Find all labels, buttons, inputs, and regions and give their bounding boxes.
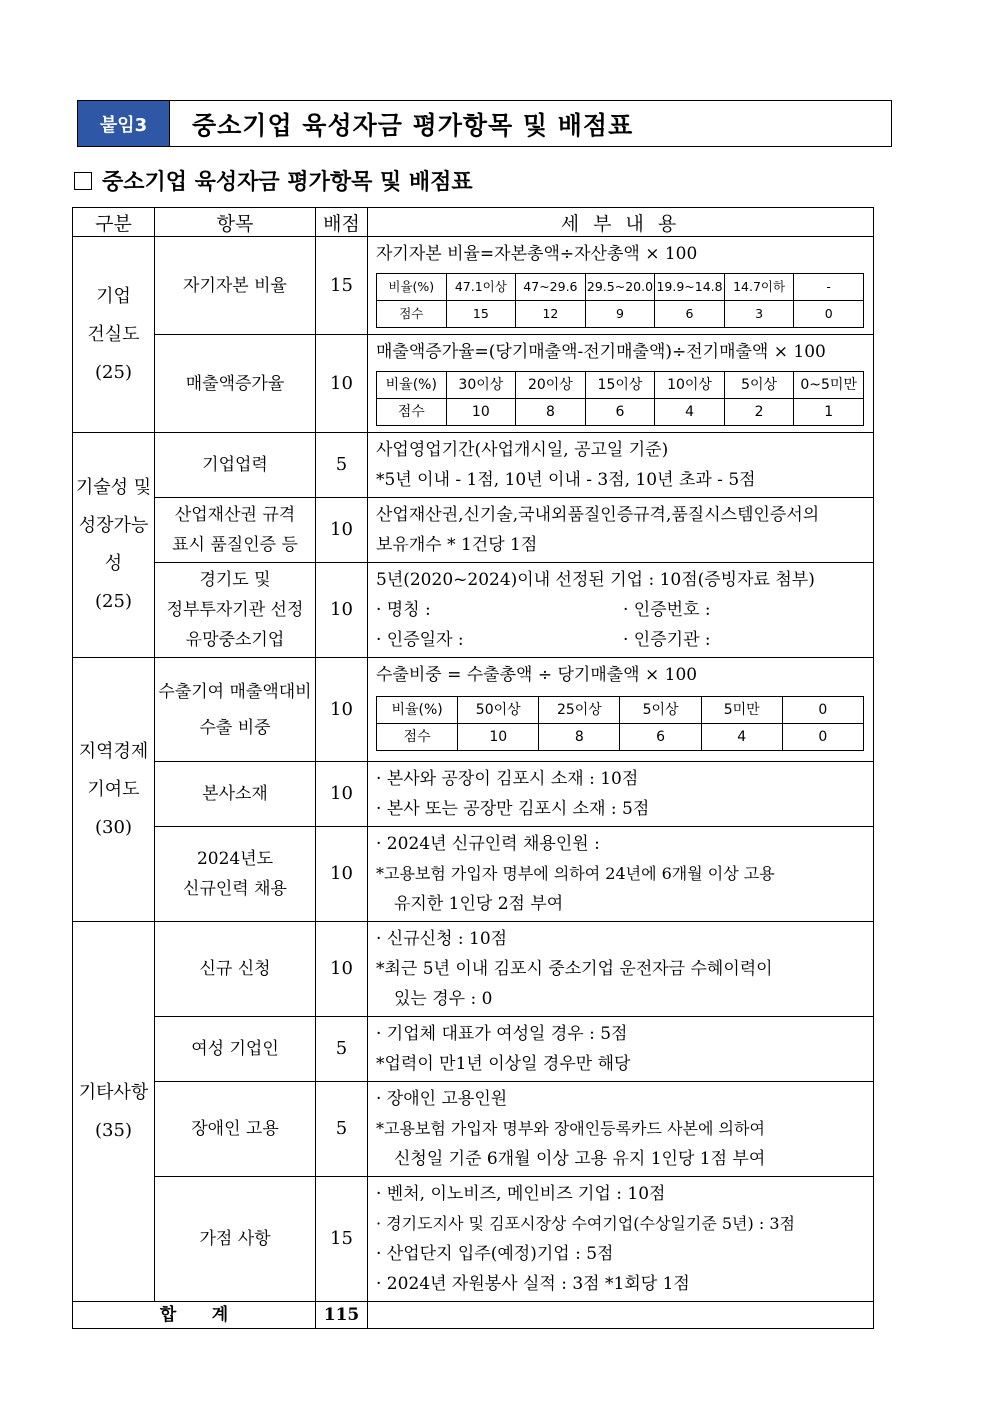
detail-line: · 본사와 공장이 김포시 소재 : 10점 [376, 769, 639, 789]
grid-cell: 30이상 [446, 372, 516, 399]
ratio-score-grid [376, 696, 864, 751]
grid-cell: 6 [655, 301, 725, 328]
table-row [73, 827, 874, 922]
detail-cell [368, 922, 874, 1017]
detail-cell [368, 563, 874, 658]
score-cell: 15 [316, 1177, 368, 1302]
score-cell: 5 [316, 433, 368, 498]
header-details: 세 부 내 용 [368, 208, 874, 237]
formula-text: 수출비중 = 수출총액 ÷ 당기매출액 × 100 [376, 665, 698, 685]
score-cell: 10 [316, 335, 368, 433]
grid-cell: 19.9~14.8 [655, 274, 725, 301]
item-label: 유망중소기업 [185, 630, 285, 650]
item-cell: 기업업력 [155, 433, 316, 498]
grid-cell: 5이상 [724, 372, 794, 399]
category-points: (35) [95, 1119, 132, 1141]
item-cell: 매출액증가율 [155, 335, 316, 433]
detail-cell [368, 658, 874, 762]
category-cell [73, 922, 155, 1302]
item-label: 산업재산권 규격 [174, 505, 296, 525]
grid-cell: 15 [446, 301, 516, 328]
grid-cell: 29.5~20.0 [585, 274, 655, 301]
table-row [73, 563, 874, 658]
grid-cell: 50이상 [458, 697, 539, 724]
total-detail-empty [368, 1302, 874, 1329]
detail-line: 있는 경우 : 0 [394, 989, 493, 1009]
field-label: · 인증일자 : [376, 630, 464, 650]
score-cell: 10 [316, 563, 368, 658]
item-cell [155, 563, 316, 658]
item-cell [155, 827, 316, 922]
grid-cell: 47~29.6 [516, 274, 586, 301]
checkbox-square-icon [74, 172, 92, 190]
item-cell [155, 498, 316, 563]
ratio-score-grid [376, 273, 864, 328]
item-cell [155, 658, 316, 762]
detail-line: · 본사 또는 공장만 김포시 소재 : 5점 [376, 799, 650, 819]
detail-cell [368, 237, 874, 335]
section-heading-text: 중소기업 육성자금 평가항목 및 배점표 [102, 170, 473, 195]
header-score: 배점 [316, 208, 368, 237]
grid-cell: 0 [782, 697, 863, 724]
detail-line: *업력이 만1년 이상일 경우만 해당 [376, 1054, 631, 1074]
detail-line: · 신규신청 : 10점 [376, 929, 508, 949]
grid-cell: 1 [794, 399, 864, 426]
form-field-row [376, 595, 869, 625]
grid-cell: 8 [539, 724, 620, 751]
grid-cell: 비율(%) [377, 697, 458, 724]
detail-cell [368, 762, 874, 827]
category-cell [73, 433, 155, 658]
score-cell: 10 [316, 762, 368, 827]
detail-cell [368, 498, 874, 563]
grid-cell: 20이상 [516, 372, 586, 399]
item-label: 경기도 및 [199, 570, 271, 590]
category-label: 성장가능성 [78, 515, 149, 574]
score-cell: 5 [316, 1082, 368, 1177]
item-cell: 여성 기업인 [155, 1017, 316, 1082]
total-label: 합 계 [73, 1302, 316, 1329]
detail-line: · 경기도지사 및 김포시장상 수여기업(수상일기준 5년) : 3점 [376, 1214, 795, 1233]
detail-line: *고용보험 가입자 명부에 의하여 24년에 6개월 이상 고용 [376, 864, 775, 883]
grid-cell: 8 [516, 399, 586, 426]
score-cell: 10 [316, 658, 368, 762]
category-points: (25) [95, 591, 132, 612]
table-row [73, 433, 874, 498]
grid-cell: 10 [458, 724, 539, 751]
item-label: 신규인력 채용 [183, 879, 287, 899]
detail-cell [368, 1177, 874, 1302]
table-row [73, 335, 874, 433]
table-row [73, 922, 874, 1017]
detail-line: 신청일 기준 6개월 이상 고용 유지 1인당 1점 부여 [394, 1149, 766, 1169]
detail-line: *최근 5년 이내 김포시 중소기업 운전자금 수혜이력이 [376, 959, 773, 979]
table-row [73, 762, 874, 827]
item-label: 수출기여 매출액대비 [158, 681, 312, 702]
grid-cell: 6 [585, 399, 655, 426]
table-row [73, 658, 874, 762]
detail-line: 사업영업기간(사업개시일, 공고일 기준) [376, 440, 669, 460]
grid-cell: 점수 [377, 301, 447, 328]
category-points: (30) [95, 816, 132, 838]
detail-cell [368, 827, 874, 922]
item-cell: 신규 신청 [155, 922, 316, 1017]
grid-cell: 0 [782, 724, 863, 751]
category-cell [73, 658, 155, 922]
score-cell: 10 [316, 922, 368, 1017]
category-label: 기술성 및 [75, 477, 152, 498]
grid-cell: 2 [724, 399, 794, 426]
grid-cell: 6 [620, 724, 701, 751]
category-label: 기업 [96, 285, 131, 307]
field-label: · 인증기관 : [623, 630, 711, 650]
grid-cell: 5미만 [701, 697, 782, 724]
grid-cell: 5이상 [620, 697, 701, 724]
ratio-score-grid [376, 371, 864, 426]
table-row [73, 1017, 874, 1082]
grid-cell: 25이상 [539, 697, 620, 724]
evaluation-table [72, 207, 874, 1329]
detail-line: · 산업단지 입주(예정)기업 : 5점 [376, 1244, 614, 1264]
detail-line: 보유개수 * 1건당 1점 [376, 535, 538, 555]
total-score: 115 [316, 1302, 368, 1329]
formula-text: 자기자본 비율=자본총액÷자산총액 × 100 [376, 244, 698, 264]
detail-line: *5년 이내 - 1점, 10년 이내 - 3점, 10년 초과 - 5점 [376, 470, 756, 490]
grid-cell: - [794, 274, 864, 301]
field-label: · 명칭 : [376, 600, 431, 620]
grid-cell: 비율(%) [377, 372, 447, 399]
detail-cell [368, 1017, 874, 1082]
score-cell: 10 [316, 498, 368, 563]
grid-cell: 4 [655, 399, 725, 426]
item-label: 표시 품질인증 등 [172, 535, 298, 555]
item-label: 수출 비중 [199, 717, 271, 738]
field-label: · 인증번호 : [623, 600, 711, 620]
table-row [73, 237, 874, 335]
grid-cell: 14.7이하 [724, 274, 794, 301]
score-cell: 5 [316, 1017, 368, 1082]
grid-cell: 점수 [377, 399, 447, 426]
grid-cell: 15이상 [585, 372, 655, 399]
item-cell: 자기자본 비율 [155, 237, 316, 335]
attachment-badge: 붙임3 [78, 101, 170, 146]
grid-cell: 0~5미만 [794, 372, 864, 399]
grid-cell: 47.1이상 [446, 274, 516, 301]
item-cell: 본사소재 [155, 762, 316, 827]
detail-cell [368, 1082, 874, 1177]
table-row [73, 1082, 874, 1177]
item-cell: 장애인 고용 [155, 1082, 316, 1177]
grid-cell: 10 [446, 399, 516, 426]
category-cell [73, 237, 155, 433]
detail-cell [368, 433, 874, 498]
score-cell: 15 [316, 237, 368, 335]
grid-cell: 3 [724, 301, 794, 328]
attachment-title-box [77, 100, 892, 147]
table-header-row [73, 208, 874, 237]
detail-line: · 장애인 고용인원 [376, 1089, 508, 1109]
grid-cell: 점수 [377, 724, 458, 751]
table-row [73, 1177, 874, 1302]
header-category: 구분 [73, 208, 155, 237]
detail-cell [368, 335, 874, 433]
item-label: 2024년도 [196, 849, 274, 869]
section-heading [74, 165, 473, 196]
document-title: 중소기업 육성자금 평가항목 및 배점표 [192, 110, 634, 140]
detail-line: 산업재산권,신기술,국내외품질인증규격,품질시스템인증서의 [376, 505, 820, 525]
grid-cell: 4 [701, 724, 782, 751]
detail-line: 유지한 1인당 2점 부여 [394, 894, 564, 914]
header-item: 항목 [155, 208, 316, 237]
category-points: (25) [95, 361, 132, 383]
category-label: 건실도 [87, 323, 140, 345]
grid-cell: 9 [585, 301, 655, 328]
item-label: 정부투자기관 선정 [166, 600, 304, 620]
grid-cell: 10이상 [655, 372, 725, 399]
grid-cell: 비율(%) [377, 274, 447, 301]
grid-cell: 0 [794, 301, 864, 328]
score-cell: 10 [316, 827, 368, 922]
total-row [73, 1302, 874, 1329]
grid-cell: 12 [516, 301, 586, 328]
detail-line: · 벤처, 이노비즈, 메인비즈 기업 : 10점 [376, 1184, 666, 1204]
form-field-row [376, 625, 869, 655]
item-cell: 가점 사항 [155, 1177, 316, 1302]
category-label: 지역경제 [78, 740, 149, 762]
category-label: 기타사항 [78, 1081, 149, 1103]
table-row [73, 498, 874, 563]
detail-line: · 2024년 신규인력 채용인원 : [376, 834, 600, 854]
category-label: 기여도 [87, 778, 140, 800]
detail-line: *고용보험 가입자 명부와 장애인등록카드 사본에 의하여 [376, 1119, 765, 1138]
detail-line: 5년(2020~2024)이내 선정된 기업 : 10점(증빙자료 첨부) [376, 570, 815, 590]
detail-line: · 기업체 대표가 여성일 경우 : 5점 [376, 1024, 628, 1044]
formula-text: 매출액증가율=(당기매출액-전기매출액)÷전기매출액 × 100 [376, 342, 826, 362]
detail-line: · 2024년 자원봉사 실적 : 3점 *1회당 1점 [376, 1274, 690, 1294]
